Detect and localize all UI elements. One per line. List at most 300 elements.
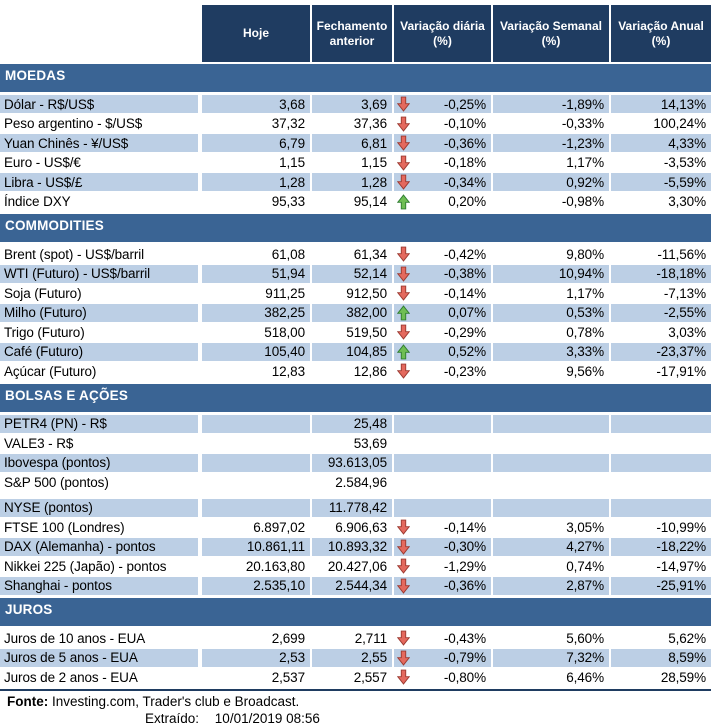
table-row[interactable] bbox=[0, 284, 713, 304]
cell-variacao-semanal[interactable] bbox=[493, 434, 609, 452]
cell-label-value: Açúcar (Futuro) bbox=[4, 363, 97, 379]
cell-variacao-diaria[interactable] bbox=[394, 518, 491, 536]
cell-variacao-semanal-value: 9,56% bbox=[566, 363, 604, 379]
cell-fechamento-anterior[interactable] bbox=[312, 557, 392, 575]
cell-label-value: S&P 500 (pontos) bbox=[4, 474, 109, 490]
cell-variacao-diaria[interactable] bbox=[394, 454, 491, 472]
cell-hoje-value: 1,28 bbox=[279, 174, 305, 190]
cell-variacao-anual-value: -10,99% bbox=[656, 519, 706, 535]
cell-variacao-diaria[interactable] bbox=[394, 577, 491, 595]
cell-variacao-semanal[interactable] bbox=[493, 193, 609, 211]
cell-fechamento-anterior-value: 6,81 bbox=[361, 135, 387, 151]
cell-fechamento-anterior-value: 6.906,63 bbox=[335, 519, 387, 535]
arrow-down-icon bbox=[397, 669, 410, 685]
cell-label[interactable] bbox=[0, 304, 198, 322]
cell-hoje[interactable] bbox=[202, 434, 310, 452]
cell-variacao-semanal[interactable] bbox=[493, 577, 609, 595]
cell-variacao-anual[interactable] bbox=[611, 115, 711, 133]
cell-hoje[interactable] bbox=[202, 343, 310, 361]
cell-variacao-anual-value: -25,91% bbox=[656, 578, 706, 593]
arrow-down-icon bbox=[397, 558, 410, 574]
cell-variacao-anual[interactable] bbox=[611, 245, 711, 263]
table-row[interactable] bbox=[0, 415, 713, 435]
cell-fechamento-anterior-value: 912,50 bbox=[346, 285, 387, 301]
cell-variacao-diaria[interactable] bbox=[394, 343, 491, 361]
cell-variacao-semanal[interactable] bbox=[493, 629, 609, 647]
cell-variacao-diaria[interactable] bbox=[394, 434, 491, 452]
cell-label-value: Dólar - R$/US$ bbox=[4, 96, 95, 112]
cell-label[interactable] bbox=[0, 454, 198, 472]
cell-fechamento-anterior[interactable] bbox=[312, 668, 392, 686]
cell-variacao-anual-value: -5,59% bbox=[663, 174, 706, 190]
cell-fechamento-anterior[interactable] bbox=[312, 134, 392, 152]
cell-label[interactable] bbox=[0, 473, 198, 491]
cell-variacao-diaria-value: -0,29% bbox=[443, 324, 486, 340]
cell-variacao-diaria[interactable] bbox=[394, 245, 491, 263]
cell-variacao-diaria[interactable] bbox=[394, 499, 491, 517]
cell-variacao-semanal-value: -1,23% bbox=[561, 135, 604, 151]
cell-variacao-anual-value: -14,97% bbox=[656, 558, 706, 574]
cell-fechamento-anterior[interactable] bbox=[312, 115, 392, 133]
arrow-down-icon bbox=[397, 630, 410, 646]
cell-variacao-semanal[interactable] bbox=[493, 415, 609, 433]
cell-variacao-diaria[interactable] bbox=[394, 265, 491, 283]
cell-fechamento-anterior[interactable] bbox=[312, 284, 392, 302]
cell-label-value: Trigo (Futuro) bbox=[4, 324, 85, 340]
cell-variacao-diaria[interactable] bbox=[394, 154, 491, 172]
cell-fechamento-anterior-value: 93.613,05 bbox=[327, 455, 387, 470]
cell-variacao-diaria-value: -0,42% bbox=[443, 246, 486, 262]
cell-label[interactable] bbox=[0, 415, 198, 433]
cell-label[interactable] bbox=[0, 154, 198, 172]
cell-label-value: Libra - US$/£ bbox=[4, 174, 83, 190]
cell-hoje-value: 61,08 bbox=[271, 246, 305, 262]
cell-fechamento-anterior-value: 20.427,06 bbox=[327, 558, 387, 574]
cell-hoje-value: 20.163,80 bbox=[245, 558, 305, 574]
cell-variacao-anual[interactable] bbox=[611, 434, 711, 452]
cell-hoje-value: 105,40 bbox=[264, 344, 305, 359]
cell-variacao-anual[interactable] bbox=[611, 323, 711, 341]
cell-variacao-semanal[interactable] bbox=[493, 95, 609, 113]
section-header-moedas[interactable]: MOEDAS bbox=[0, 64, 711, 92]
table-row[interactable] bbox=[0, 649, 713, 669]
cell-variacao-anual-value: 28,59% bbox=[660, 669, 706, 685]
cell-fechamento-anterior[interactable] bbox=[312, 265, 392, 283]
arrow-up-icon bbox=[397, 344, 410, 360]
cell-hoje-value: 382,25 bbox=[264, 305, 305, 320]
table-footer bbox=[0, 694, 713, 727]
cell-variacao-semanal[interactable] bbox=[493, 115, 609, 133]
cell-variacao-diaria-value: 0,20% bbox=[448, 194, 486, 209]
cell-hoje-value: 911,25 bbox=[265, 285, 305, 301]
cell-variacao-semanal[interactable] bbox=[493, 304, 609, 322]
source-line bbox=[0, 694, 713, 710]
cell-variacao-semanal[interactable] bbox=[493, 323, 609, 341]
cell-label[interactable] bbox=[0, 245, 198, 263]
cell-label[interactable] bbox=[0, 668, 198, 686]
arrow-down-icon bbox=[397, 96, 410, 112]
cell-fechamento-anterior-value: 1,15 bbox=[361, 155, 387, 170]
cell-variacao-diaria[interactable] bbox=[394, 304, 491, 322]
cell-fechamento-anterior-value: 95,14 bbox=[353, 194, 387, 209]
column-header-variacao-semanal[interactable]: Variação Semanal (%) bbox=[493, 5, 609, 62]
cell-label-value: VALE3 - R$ bbox=[4, 435, 74, 451]
cell-hoje[interactable] bbox=[202, 454, 310, 472]
cell-label[interactable] bbox=[0, 577, 198, 595]
cell-variacao-semanal-value: 1,17% bbox=[566, 155, 604, 170]
cell-variacao-diaria[interactable] bbox=[394, 95, 491, 113]
section-rows-juros bbox=[0, 629, 713, 688]
table-row[interactable] bbox=[0, 323, 713, 343]
cell-hoje[interactable] bbox=[202, 557, 310, 575]
cell-label[interactable] bbox=[0, 629, 198, 647]
cell-label[interactable] bbox=[0, 134, 198, 152]
cell-variacao-anual[interactable] bbox=[611, 538, 711, 556]
cell-variacao-anual[interactable] bbox=[611, 518, 711, 536]
cell-variacao-anual[interactable] bbox=[611, 134, 711, 152]
cell-label-value: DAX (Alemanha) - pontos bbox=[4, 539, 156, 554]
cell-label-value: Brent (spot) - US$/barril bbox=[4, 246, 145, 262]
table-row[interactable] bbox=[0, 95, 713, 115]
cell-variacao-diaria[interactable] bbox=[394, 134, 491, 152]
cell-hoje[interactable] bbox=[202, 473, 310, 491]
cell-hoje[interactable] bbox=[202, 629, 310, 647]
cell-hoje[interactable] bbox=[202, 265, 310, 283]
cell-label-value: Juros de 10 anos - EUA bbox=[4, 630, 146, 646]
cell-label[interactable] bbox=[0, 193, 198, 211]
cell-label-value: Milho (Futuro) bbox=[4, 305, 87, 320]
cell-variacao-semanal[interactable] bbox=[493, 499, 609, 517]
cell-variacao-diaria-value: -0,36% bbox=[443, 578, 486, 593]
cell-hoje[interactable] bbox=[202, 649, 310, 667]
cell-hoje[interactable] bbox=[202, 245, 310, 263]
cell-label-value: PETR4 (PN) - R$ bbox=[4, 416, 107, 431]
cell-fechamento-anterior-value: 382,00 bbox=[346, 305, 387, 320]
extracted-line bbox=[145, 711, 713, 727]
cell-variacao-semanal[interactable] bbox=[493, 343, 609, 361]
cell-variacao-anual-value: -11,56% bbox=[657, 246, 706, 262]
cell-variacao-diaria[interactable] bbox=[394, 649, 491, 667]
cell-fechamento-anterior-value: 2,55 bbox=[361, 650, 387, 665]
cell-hoje-value: 6,79 bbox=[279, 135, 305, 151]
cell-variacao-semanal[interactable] bbox=[493, 473, 609, 491]
table-row[interactable] bbox=[0, 304, 713, 324]
cell-variacao-diaria[interactable] bbox=[394, 362, 491, 380]
cell-variacao-semanal[interactable] bbox=[493, 518, 609, 536]
cell-variacao-diaria-value: -0,38% bbox=[443, 266, 486, 281]
cell-label-value: Juros de 2 anos - EUA bbox=[4, 669, 138, 685]
cell-variacao-diaria[interactable] bbox=[394, 668, 491, 686]
table-row[interactable] bbox=[0, 577, 713, 597]
cell-variacao-anual[interactable] bbox=[611, 499, 711, 517]
table-row[interactable] bbox=[0, 265, 713, 285]
cell-variacao-semanal[interactable] bbox=[493, 538, 609, 556]
table-row[interactable] bbox=[0, 245, 713, 265]
table-row[interactable] bbox=[0, 434, 713, 454]
cell-fechamento-anterior-value: 104,85 bbox=[346, 344, 387, 359]
cell-variacao-semanal-value: 6,46% bbox=[566, 669, 604, 685]
cell-variacao-anual-value: 8,59% bbox=[668, 650, 706, 665]
cell-variacao-anual[interactable] bbox=[611, 668, 711, 686]
cell-fechamento-anterior[interactable] bbox=[312, 245, 392, 263]
cell-hoje[interactable] bbox=[202, 518, 310, 536]
cell-variacao-diaria[interactable] bbox=[394, 173, 491, 191]
arrow-down-icon bbox=[397, 155, 410, 171]
cell-variacao-diaria-value: -0,30% bbox=[443, 539, 486, 554]
cell-hoje[interactable] bbox=[202, 193, 310, 211]
cell-hoje[interactable] bbox=[202, 668, 310, 686]
table-row[interactable] bbox=[0, 343, 713, 363]
cell-variacao-anual[interactable] bbox=[611, 154, 711, 172]
table-row[interactable] bbox=[0, 668, 713, 688]
cell-label-value: Juros de 5 anos - EUA bbox=[4, 650, 138, 665]
cell-hoje[interactable] bbox=[202, 415, 310, 433]
cell-variacao-semanal-value: 0,74% bbox=[566, 558, 604, 574]
column-header-variacao-anual[interactable]: Variação Anual (%) bbox=[611, 5, 711, 62]
cell-hoje[interactable] bbox=[202, 95, 310, 113]
cell-variacao-semanal-value: -0,98% bbox=[561, 194, 604, 209]
cell-fechamento-anterior[interactable] bbox=[312, 629, 392, 647]
cell-fechamento-anterior-value: 61,34 bbox=[353, 246, 387, 262]
table-row[interactable] bbox=[0, 499, 713, 519]
cell-fechamento-anterior[interactable] bbox=[312, 434, 392, 452]
cell-variacao-anual[interactable] bbox=[611, 193, 711, 211]
cell-variacao-diaria-value: -0,14% bbox=[443, 519, 486, 535]
cell-label[interactable] bbox=[0, 518, 198, 536]
cell-variacao-anual[interactable] bbox=[611, 629, 711, 647]
cell-variacao-diaria[interactable] bbox=[394, 415, 491, 433]
cell-fechamento-anterior[interactable] bbox=[312, 649, 392, 667]
cell-variacao-diaria-value: -0,43% bbox=[443, 630, 486, 646]
cell-variacao-anual[interactable] bbox=[611, 95, 711, 113]
cell-variacao-anual-value: 3,30% bbox=[668, 194, 706, 209]
table-row[interactable] bbox=[0, 473, 713, 493]
column-header-fechamento-anterior[interactable]: Fechamento anterior bbox=[312, 5, 392, 62]
cell-hoje[interactable] bbox=[202, 577, 310, 595]
cell-variacao-anual[interactable] bbox=[611, 454, 711, 472]
cell-variacao-diaria-value: -0,25% bbox=[443, 96, 486, 112]
cell-hoje[interactable] bbox=[202, 154, 310, 172]
cell-fechamento-anterior-value: 25,48 bbox=[353, 416, 387, 431]
arrow-down-icon bbox=[397, 135, 410, 151]
cell-variacao-semanal[interactable] bbox=[493, 134, 609, 152]
table-row[interactable] bbox=[0, 362, 713, 382]
cell-label[interactable] bbox=[0, 284, 198, 302]
cell-variacao-anual[interactable] bbox=[611, 557, 711, 575]
cell-hoje[interactable] bbox=[202, 115, 310, 133]
cell-variacao-anual[interactable] bbox=[611, 173, 711, 191]
cell-label[interactable] bbox=[0, 173, 198, 191]
cell-variacao-semanal-value: 10,94% bbox=[558, 266, 604, 281]
section-rows-bolsas-e-a-es bbox=[0, 415, 713, 597]
cell-variacao-anual-value: -3,53% bbox=[663, 155, 706, 170]
cell-label-value: Peso argentino - $/US$ bbox=[4, 116, 143, 131]
cell-fechamento-anterior[interactable] bbox=[312, 362, 392, 380]
cell-label-value: Yuan Chinês - ¥/US$ bbox=[4, 135, 129, 151]
cell-variacao-anual-value: -2,55% bbox=[663, 305, 706, 320]
cell-fechamento-anterior[interactable] bbox=[312, 454, 392, 472]
cell-variacao-anual[interactable] bbox=[611, 649, 711, 667]
cell-hoje[interactable] bbox=[202, 304, 310, 322]
cell-label[interactable] bbox=[0, 95, 198, 113]
cell-variacao-semanal[interactable] bbox=[493, 173, 609, 191]
cell-hoje[interactable] bbox=[202, 323, 310, 341]
cell-variacao-anual[interactable] bbox=[611, 362, 711, 380]
cell-hoje-value: 10.861,11 bbox=[246, 539, 305, 554]
cell-variacao-anual[interactable] bbox=[611, 473, 711, 491]
cell-hoje[interactable] bbox=[202, 173, 310, 191]
cell-label[interactable] bbox=[0, 434, 198, 452]
cell-variacao-diaria[interactable] bbox=[394, 193, 491, 211]
cell-hoje-value: 2,537 bbox=[271, 669, 305, 685]
cell-label[interactable] bbox=[0, 649, 198, 667]
cell-hoje[interactable] bbox=[202, 134, 310, 152]
cell-variacao-semanal[interactable] bbox=[493, 284, 609, 302]
cell-variacao-diaria-value: -0,10% bbox=[443, 116, 486, 131]
cell-variacao-anual[interactable] bbox=[611, 577, 711, 595]
cell-variacao-semanal[interactable] bbox=[493, 649, 609, 667]
table-row[interactable] bbox=[0, 454, 713, 474]
arrow-down-icon bbox=[397, 266, 410, 282]
cell-fechamento-anterior[interactable] bbox=[312, 518, 392, 536]
cell-variacao-semanal[interactable] bbox=[493, 362, 609, 380]
cell-variacao-semanal-value: 0,78% bbox=[566, 324, 604, 340]
section-header-commodities[interactable]: COMMODITIES bbox=[0, 214, 711, 242]
arrow-down-icon bbox=[397, 324, 410, 340]
cell-fechamento-anterior[interactable] bbox=[312, 154, 392, 172]
cell-hoje-value: 95,33 bbox=[271, 194, 305, 209]
cell-variacao-diaria-value: 0,07% bbox=[448, 305, 486, 320]
cell-label-value: Ibovespa (pontos) bbox=[4, 455, 111, 470]
extracted-timestamp: 10/01/2019 08:56 bbox=[214, 711, 320, 726]
table-body bbox=[0, 64, 713, 688]
cell-label[interactable] bbox=[0, 323, 198, 341]
cell-variacao-anual[interactable] bbox=[611, 265, 711, 283]
cell-variacao-semanal[interactable] bbox=[493, 154, 609, 172]
cell-fechamento-anterior[interactable] bbox=[312, 343, 392, 361]
cell-hoje-value: 2,699 bbox=[271, 630, 305, 646]
cell-fechamento-anterior[interactable] bbox=[312, 577, 392, 595]
cell-fechamento-anterior-value: 12,86 bbox=[353, 363, 387, 379]
cell-fechamento-anterior[interactable] bbox=[312, 473, 392, 491]
arrow-down-icon bbox=[397, 363, 410, 379]
cell-variacao-anual-value: 4,33% bbox=[668, 135, 706, 151]
table-row[interactable] bbox=[0, 134, 713, 154]
cell-hoje-value: 6.897,02 bbox=[253, 519, 305, 535]
cell-hoje[interactable] bbox=[202, 538, 310, 556]
cell-variacao-anual-value: -23,37% bbox=[656, 344, 706, 359]
cell-label-value: Café (Futuro) bbox=[4, 344, 83, 359]
cell-fechamento-anterior[interactable] bbox=[312, 304, 392, 322]
cell-variacao-anual-value: -17,91% bbox=[656, 363, 706, 379]
cell-fechamento-anterior-value: 2.544,34 bbox=[335, 578, 387, 593]
cell-label[interactable] bbox=[0, 538, 198, 556]
table-row[interactable] bbox=[0, 173, 713, 193]
cell-label-value: Shanghai - pontos bbox=[4, 578, 112, 593]
section-header-juros[interactable]: JUROS bbox=[0, 598, 711, 626]
cell-label[interactable] bbox=[0, 557, 198, 575]
cell-fechamento-anterior[interactable] bbox=[312, 95, 392, 113]
table-row[interactable] bbox=[0, 629, 713, 649]
table-row[interactable] bbox=[0, 557, 713, 577]
cell-fechamento-anterior-value: 519,50 bbox=[346, 324, 387, 340]
cell-variacao-diaria-value: -0,79% bbox=[443, 650, 486, 665]
table-column-headers bbox=[202, 5, 711, 62]
source-label: Fonte: bbox=[7, 694, 49, 709]
cell-variacao-diaria[interactable] bbox=[394, 557, 491, 575]
column-header-variacao-diaria[interactable]: Variação diária (%) bbox=[394, 5, 491, 62]
cell-fechamento-anterior[interactable] bbox=[312, 415, 392, 433]
cell-variacao-diaria[interactable] bbox=[394, 538, 491, 556]
cell-variacao-semanal-value: -1,89% bbox=[561, 96, 604, 112]
cell-variacao-diaria[interactable] bbox=[394, 323, 491, 341]
cell-variacao-diaria-value: -0,23% bbox=[443, 363, 486, 379]
cell-hoje-value: 3,68 bbox=[279, 96, 305, 112]
cell-fechamento-anterior[interactable] bbox=[312, 499, 392, 517]
cell-fechamento-anterior[interactable] bbox=[312, 538, 392, 556]
cell-variacao-diaria-value: -0,18% bbox=[443, 155, 486, 170]
cell-variacao-semanal[interactable] bbox=[493, 454, 609, 472]
cell-variacao-anual[interactable] bbox=[611, 304, 711, 322]
section-header-bolsas-e-a-es[interactable]: BOLSAS E AÇÕES bbox=[0, 384, 711, 412]
cell-fechamento-anterior[interactable] bbox=[312, 323, 392, 341]
cell-hoje-value: 1,15 bbox=[279, 155, 305, 170]
cell-variacao-diaria-value: 0,52% bbox=[448, 344, 486, 359]
cell-variacao-diaria[interactable] bbox=[394, 115, 491, 133]
cell-label[interactable] bbox=[0, 362, 198, 380]
cell-variacao-anual[interactable] bbox=[611, 415, 711, 433]
cell-variacao-diaria-value: -0,34% bbox=[443, 174, 486, 190]
column-header-hoje[interactable]: Hoje bbox=[202, 5, 310, 62]
cell-hoje[interactable] bbox=[202, 499, 310, 517]
cell-variacao-semanal-value: 0,92% bbox=[566, 174, 604, 190]
cell-variacao-diaria-value: -1,29% bbox=[443, 558, 486, 574]
cell-variacao-semanal[interactable] bbox=[493, 265, 609, 283]
cell-hoje-value: 518,00 bbox=[264, 324, 305, 340]
cell-fechamento-anterior-value: 11.778,42 bbox=[328, 500, 387, 515]
cell-variacao-semanal-value: 5,60% bbox=[566, 630, 604, 646]
cell-label[interactable] bbox=[0, 343, 198, 361]
cell-fechamento-anterior[interactable] bbox=[312, 173, 392, 191]
cell-label[interactable] bbox=[0, 265, 198, 283]
cell-fechamento-anterior-value: 37,36 bbox=[353, 116, 387, 131]
arrow-down-icon bbox=[397, 246, 410, 262]
table-row[interactable] bbox=[0, 154, 713, 174]
arrow-up-icon bbox=[397, 194, 410, 210]
cell-label-value: Euro - US$/€ bbox=[4, 155, 81, 170]
cell-label[interactable] bbox=[0, 499, 198, 517]
cell-variacao-anual[interactable] bbox=[611, 284, 711, 302]
cell-variacao-semanal[interactable] bbox=[493, 557, 609, 575]
cell-hoje[interactable] bbox=[202, 362, 310, 380]
cell-variacao-diaria[interactable] bbox=[394, 473, 491, 491]
cell-variacao-diaria[interactable] bbox=[394, 284, 491, 302]
cell-label[interactable] bbox=[0, 115, 198, 133]
cell-variacao-semanal[interactable] bbox=[493, 668, 609, 686]
cell-fechamento-anterior[interactable] bbox=[312, 193, 392, 211]
cell-variacao-diaria[interactable] bbox=[394, 629, 491, 647]
table-row[interactable] bbox=[0, 193, 713, 213]
cell-fechamento-anterior-value: 2,557 bbox=[353, 669, 387, 685]
table-row[interactable] bbox=[0, 518, 713, 538]
cell-hoje[interactable] bbox=[202, 284, 310, 302]
cell-hoje-value: 12,83 bbox=[271, 363, 305, 379]
table-row[interactable] bbox=[0, 538, 713, 558]
cell-variacao-anual[interactable] bbox=[611, 343, 711, 361]
cell-variacao-semanal[interactable] bbox=[493, 245, 609, 263]
table-row[interactable] bbox=[0, 115, 713, 135]
cell-variacao-semanal-value: 4,27% bbox=[566, 539, 604, 554]
